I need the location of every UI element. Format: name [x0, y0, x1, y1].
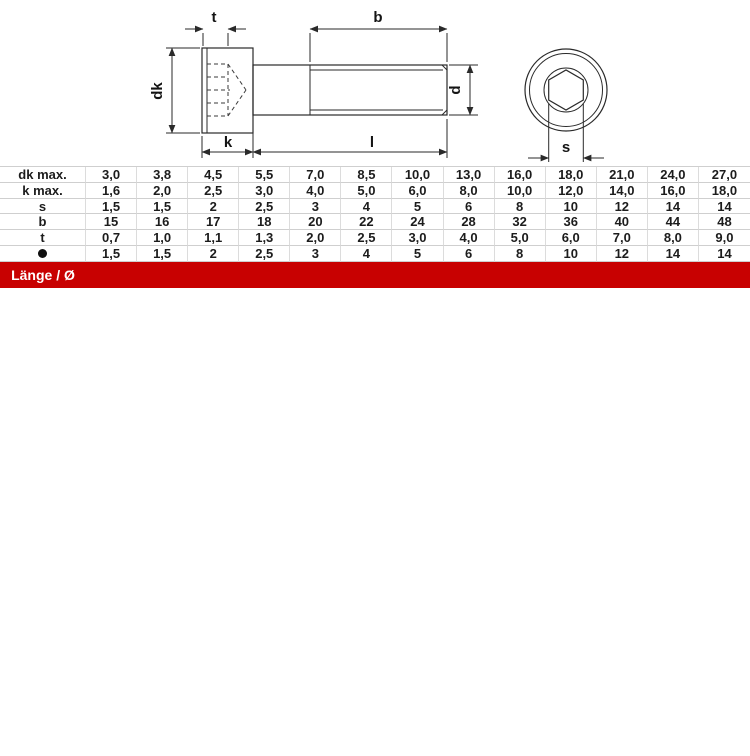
dimension-value: 3,0 — [86, 167, 137, 183]
dimension-value: 9,0 — [699, 230, 750, 246]
screw-side-view — [202, 48, 447, 133]
dimension-row-label: dk max. — [0, 167, 86, 183]
label-k: k — [223, 134, 233, 151]
matrix-corner-label: Länge / Ø — [11, 266, 75, 283]
dimension-value: 7,0 — [597, 230, 648, 246]
hex-socket-hidden-lines — [207, 64, 246, 116]
dimension-value: 2,0 — [290, 230, 341, 246]
dimension-value: 5,5 — [239, 167, 290, 183]
matrix-header-row — [0, 262, 750, 288]
dimension-value: 0,7 — [86, 230, 137, 246]
dimension-value: 2,5 — [239, 246, 290, 262]
dimension-value: 8,0 — [444, 183, 495, 199]
dimension-value: 14,0 — [597, 183, 648, 199]
dimension-value: 1,1 — [188, 230, 239, 246]
label-d: d — [447, 85, 464, 95]
dimension-value: 14 — [648, 246, 699, 262]
dimension-value: 16 — [137, 214, 188, 230]
dimension-value: 10,0 — [392, 167, 443, 183]
dimension-value: 18,0 — [699, 183, 750, 199]
dimension-value: 14 — [699, 246, 750, 262]
dimension-value: 2,0 — [137, 183, 188, 199]
dimension-value: 14 — [699, 199, 750, 215]
label-dk: dk — [149, 82, 166, 100]
dimension-value: 10 — [546, 199, 597, 215]
dimension-value: 17 — [188, 214, 239, 230]
dimension-value: 1,5 — [137, 246, 188, 262]
dimension-b — [310, 9, 447, 62]
dimension-value: 4 — [341, 199, 392, 215]
dimension-l — [253, 119, 447, 158]
dimension-value: 27,0 — [699, 167, 750, 183]
dimension-row-label: k max. — [0, 183, 86, 199]
dimension-row-label — [0, 246, 86, 262]
dimension-dk — [149, 48, 200, 133]
dimension-value: 10,0 — [495, 183, 546, 199]
dimension-value: 8,5 — [341, 167, 392, 183]
dimension-value: 2,5 — [239, 199, 290, 215]
label-l: l — [369, 134, 375, 151]
dimension-value: 12,0 — [546, 183, 597, 199]
dimension-value: 5,0 — [341, 183, 392, 199]
dimension-value: 6,0 — [546, 230, 597, 246]
dimension-value: 40 — [597, 214, 648, 230]
dimension-value: 16,0 — [648, 183, 699, 199]
dimension-value: 4 — [341, 246, 392, 262]
label-s: s — [561, 139, 571, 156]
hex-socket-outline — [549, 70, 584, 110]
dimension-value: 44 — [648, 214, 699, 230]
dimension-value: 48 — [699, 214, 750, 230]
dimension-table — [0, 166, 750, 262]
dimension-value: 18 — [239, 214, 290, 230]
dimension-value: 24 — [392, 214, 443, 230]
dimension-row-label: s — [0, 199, 86, 215]
dimension-value: 16,0 — [495, 167, 546, 183]
dimension-value: 2 — [188, 246, 239, 262]
dimension-value: 3,8 — [137, 167, 188, 183]
dimension-value: 3 — [290, 246, 341, 262]
dimension-value: 12 — [597, 246, 648, 262]
dimension-value: 22 — [341, 214, 392, 230]
screw-drawing-svg — [0, 0, 750, 166]
dimension-row-label: t — [0, 230, 86, 246]
dimension-value: 12 — [597, 199, 648, 215]
dimension-value: 1,5 — [137, 199, 188, 215]
dimension-value: 10 — [546, 246, 597, 262]
dimension-value: 5 — [392, 246, 443, 262]
dimension-row-label: b — [0, 214, 86, 230]
dimension-value: 1,5 — [86, 246, 137, 262]
dimension-value: 2 — [188, 199, 239, 215]
dimension-value: 1,5 — [86, 199, 137, 215]
dimension-value: 20 — [290, 214, 341, 230]
dimension-value: 18,0 — [546, 167, 597, 183]
dimension-value: 8 — [495, 199, 546, 215]
label-t: t — [211, 9, 217, 26]
dimension-s — [528, 104, 604, 162]
label-b: b — [373, 9, 383, 26]
dimension-value: 3,0 — [239, 183, 290, 199]
dimension-value: 28 — [444, 214, 495, 230]
dimension-value: 3,0 — [392, 230, 443, 246]
dimension-value: 36 — [546, 214, 597, 230]
dimension-value: 7,0 — [290, 167, 341, 183]
dimension-t — [185, 9, 246, 46]
dimension-value: 1,0 — [137, 230, 188, 246]
dimension-value: 5 — [392, 199, 443, 215]
dimension-value: 6 — [444, 246, 495, 262]
screw-end-view — [525, 49, 607, 131]
dimension-value: 13,0 — [444, 167, 495, 183]
dimension-value: 8 — [495, 246, 546, 262]
dimension-value: 6 — [444, 199, 495, 215]
dimension-value: 15 — [86, 214, 137, 230]
dimension-k — [202, 119, 253, 158]
dimension-value: 24,0 — [648, 167, 699, 183]
dimension-value: 4,0 — [444, 230, 495, 246]
screw-technical-drawing — [0, 0, 750, 166]
dimension-value: 21,0 — [597, 167, 648, 183]
dimension-value: 1,6 — [86, 183, 137, 199]
dimension-value: 2,5 — [341, 230, 392, 246]
dimension-value: 14 — [648, 199, 699, 215]
hex-key-dot-icon — [38, 249, 47, 258]
dimension-value: 4,0 — [290, 183, 341, 199]
dimension-value: 4,5 — [188, 167, 239, 183]
dimension-value: 3 — [290, 199, 341, 215]
dimension-value: 32 — [495, 214, 546, 230]
dimension-value: 5,0 — [495, 230, 546, 246]
dimension-value: 1,3 — [239, 230, 290, 246]
dimension-value: 8,0 — [648, 230, 699, 246]
dimension-value: 2,5 — [188, 183, 239, 199]
dimension-d — [447, 65, 478, 115]
dimension-value: 6,0 — [392, 183, 443, 199]
